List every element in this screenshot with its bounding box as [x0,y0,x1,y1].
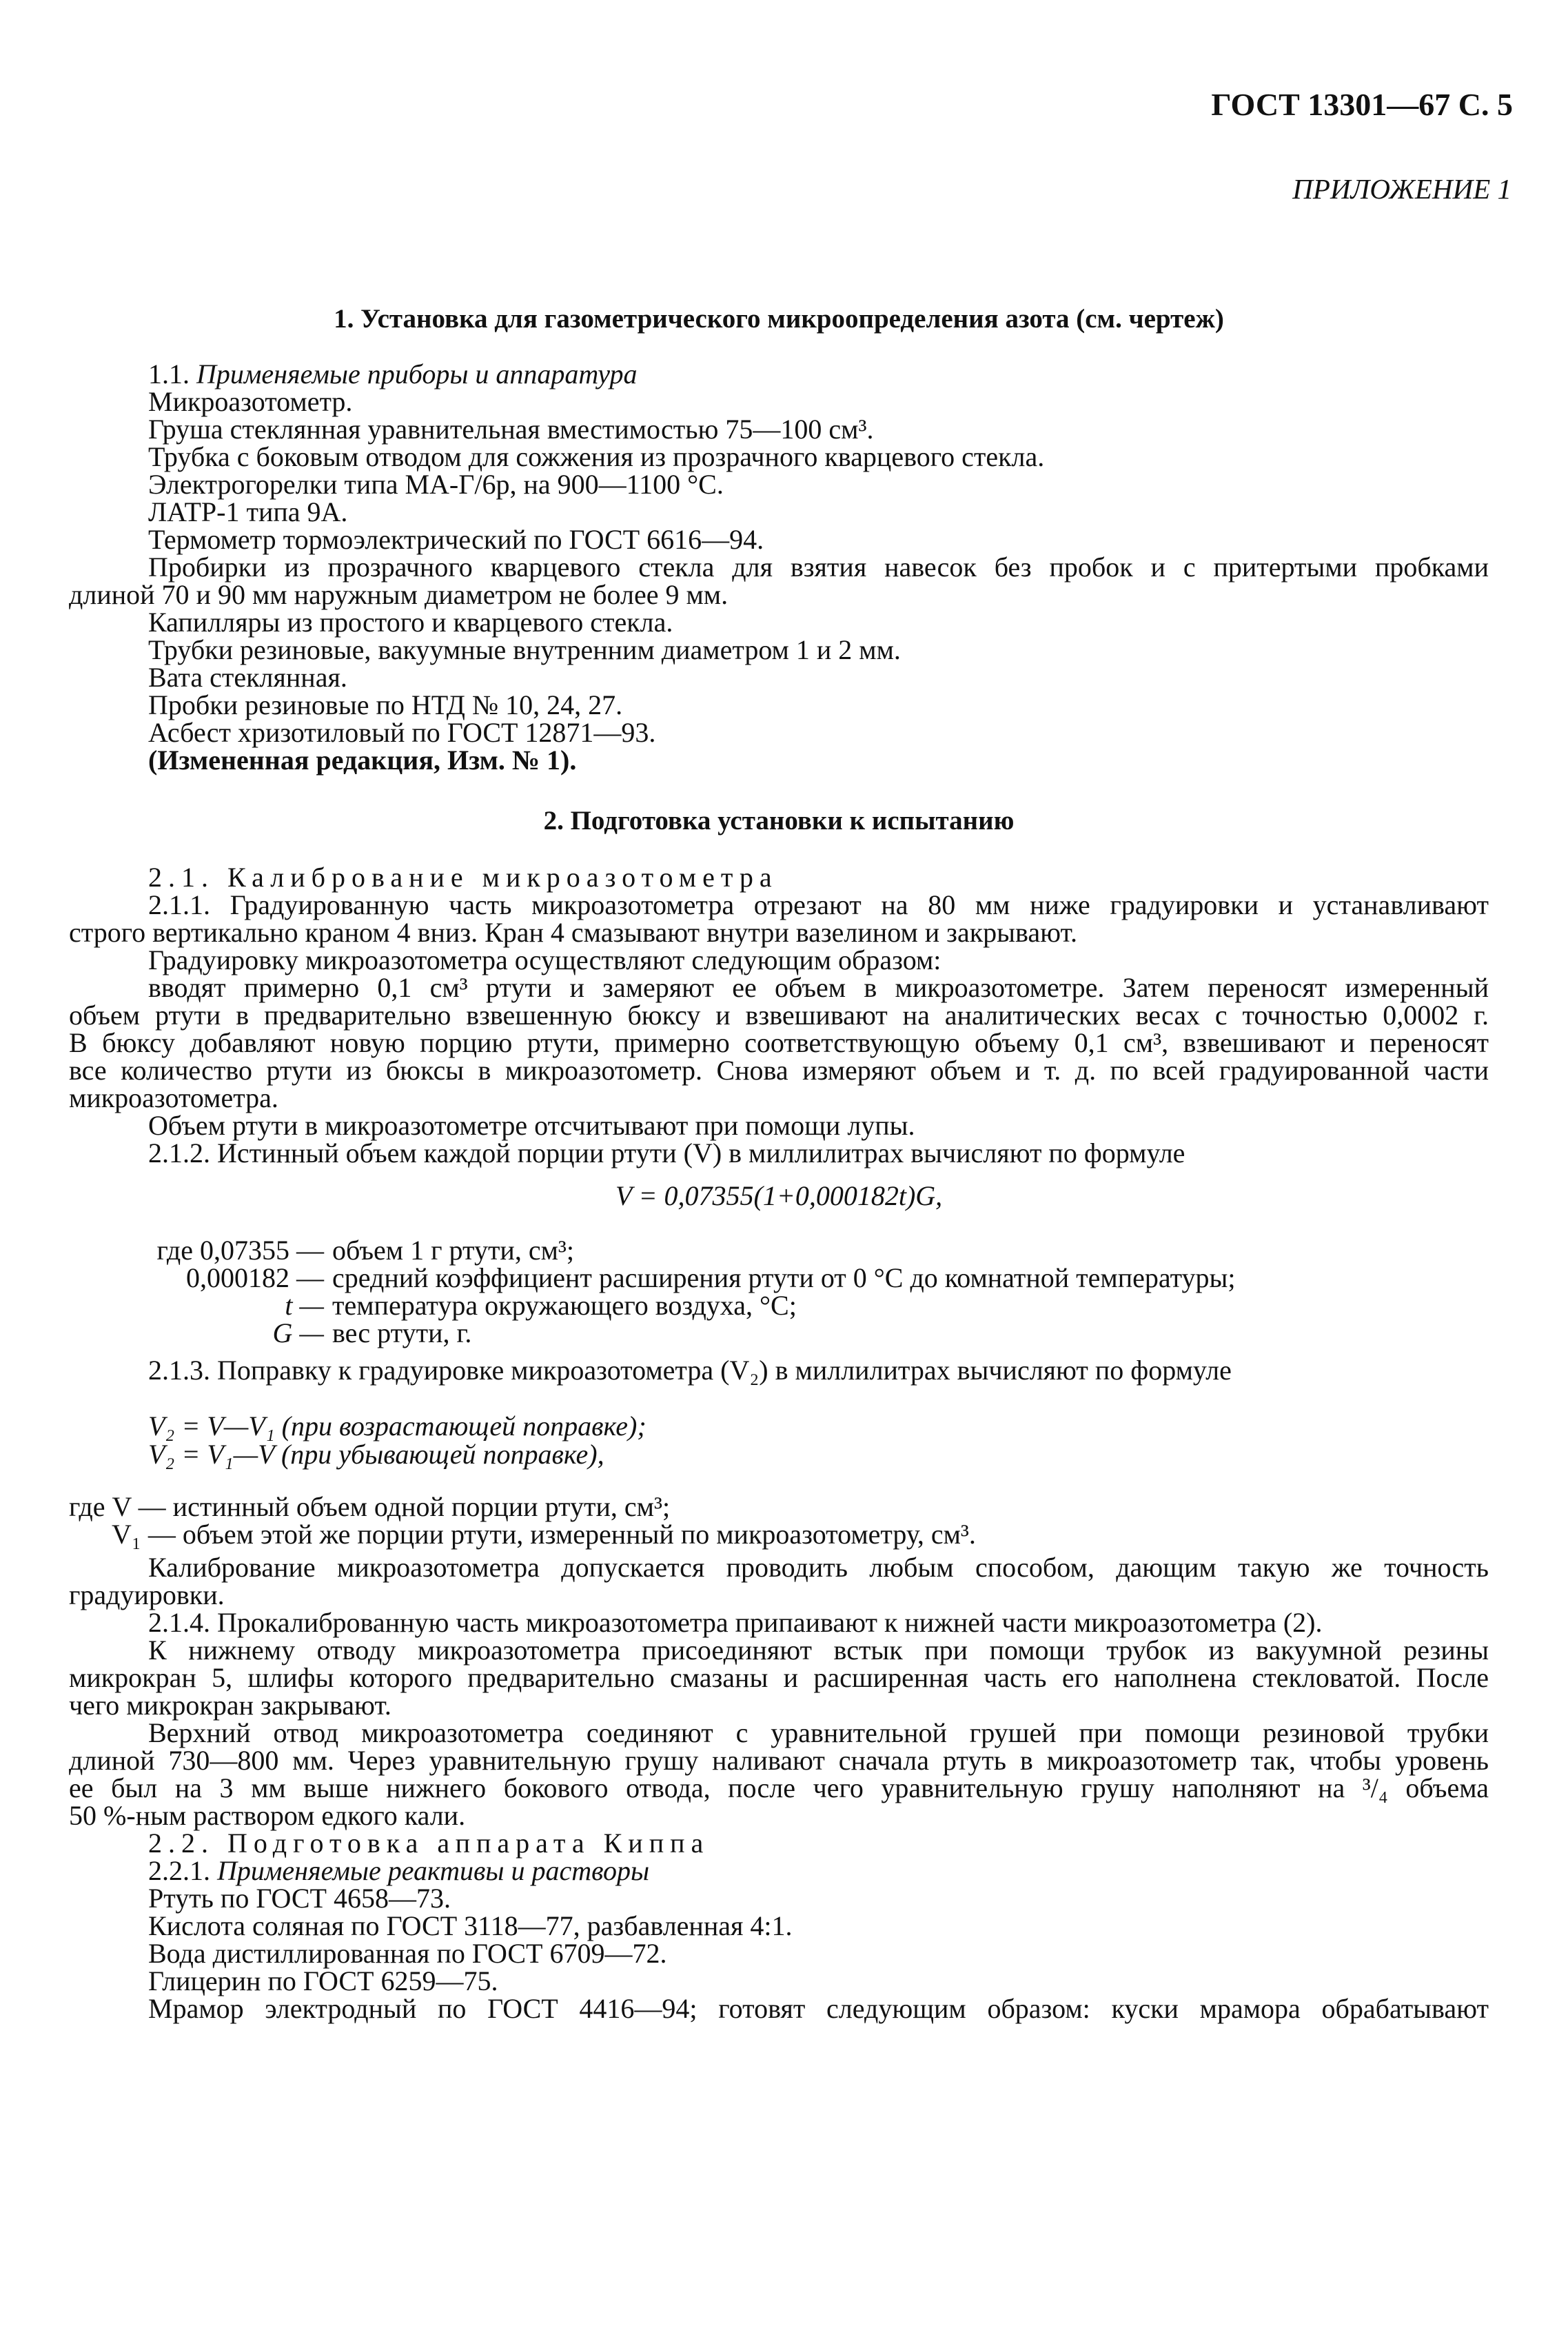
paragraph-line: длиной 730—800 мм. Через уравнительную грушу наливают сначала ртуть в микроазотометр так, чтобы уровень [69,1745,1489,1776]
list-item: ЛАТР-1 типа 9А. [148,496,348,527]
section2-heading: 2. Подготовка установки к испытанию [543,806,1015,836]
paragraph-line: все количество ртути из бюксы в микроазотометр. Снова измеряют объем и т. д. по всей градуированной части [69,1055,1489,1086]
list-item: Трубки резиновые, вакуумные внутренним диаметром 1 и 2 мм. [148,634,901,665]
list-item: Груша стеклянная уравнительная вместимостью 75—100 см³. [148,414,874,445]
reagent-item: Вода дистиллированная по ГОСТ 6709—72. [148,1938,667,1969]
reagent-item: Ртуть по ГОСТ 4658—73. [148,1883,451,1914]
page-header-title: ГОСТ 13301—67 С. 5 [1211,87,1513,122]
list-item: Вата стеклянная. [148,662,347,693]
subsection-2-1: 2.1. Калибрование микроазотометра [148,862,778,893]
definition-row: 0,000182 — средний коэффициент расширения ртути от 0 °С до комнатной температуры; [186,1262,1236,1293]
paragraph-line: микрокран 5, шлифы которого предварительно смазаны и расширенная часть его наполнена стекловатой. После [69,1662,1489,1693]
paragraph-line: Верхний отвод микроазотометра соединяют с уравнительной грушей при помощи резиновой трубки [148,1717,1489,1748]
paragraph-line: 2.1.3. Поправку к градуировке микроазотометра (V₂) в миллилитрах вычисляют по формуле [148,1355,1232,1386]
paragraph-line: 2.1.2. Истинный объем каждой порции ртути (V) в миллилитрах вычисляют по формуле [148,1137,1185,1168]
list-item: Асбест хризотиловый по ГОСТ 12871—93. [148,717,656,748]
formula-v: V = 0,07355(1+0,000182t)G, [615,1180,943,1211]
list-item: Пробирки из прозрачного кварцевого стекла для взятия навесок без пробок и с притертыми пробками [148,552,1489,583]
amendment-note: (Измененная редакция, Изм. № 1). [148,745,577,776]
paragraph-line: Градуировку микроазотометра осуществляют следующим образом: [148,944,941,975]
appendix-label: ПРИЛОЖЕНИЕ 1 [1292,173,1511,205]
subsection-2-2: 2.2. Подготовка аппарата Киппа [148,1828,710,1859]
paragraph-line: строго вертикально краном 4 вниз. Кран 4 смазывают внутри вазелином и закрывают. [69,917,1077,948]
paragraph-line: Калибрование микроазотометра допускается проводить любым способом, дающим такую же точность [148,1552,1489,1583]
definition-row: где V — истинный объем одной порции ртути, см³; [69,1491,671,1522]
paragraph-line: 2.1.4. Прокалиброванную часть микроазотометра припаивают к нижней части микроазотометра (2). [148,1607,1323,1638]
paragraph-line: 2.1.1. Градуированную часть микроазотометра отрезают на 80 мм ниже градуировки и устанавливают [148,889,1489,920]
document-body [69,0,1489,2023]
paragraph-line: ее был на 3 мм выше нижнего бокового отвода, после чего уравнительную грушу наполняют на ³/₄ объема [69,1772,1489,1803]
list-item: длиной 70 и 90 мм наружным диаметром не более 9 мм. [69,579,729,610]
paragraph-line: градуировки. [69,1579,225,1610]
paragraph-line: вводят примерно 0,1 см³ ртути и замеряют ее объем в микроазотометре. Затем переносят измеренный [148,972,1489,1003]
list-item: Пробки резиновые по НТД № 10, 24, 27. [148,689,623,720]
paragraph-line: К нижнему отводу микроазотометра присоединяют встык при помощи трубок из вакуумной резины [148,1635,1489,1666]
paragraph-line: В бюксу добавляют новую порцию ртути, примерно соответствующую объему 0,1 см³, взвешивают и переносят [69,1027,1489,1058]
formula-v2-decreasing: V₂ = V₁—V (при убывающей поправке), [148,1439,604,1470]
paragraph-line: объем ртути в предварительно взвешенную бюксу и взвешивают на аналитических весах с точностью 0,0002 г. [69,1000,1489,1031]
formula-v2-increasing: V₂ = V—V₁ (при возрастающей поправке); [148,1410,646,1441]
paragraph-line: чего микрокран закрывают. [69,1690,391,1721]
list-item: Капилляры из простого и кварцевого стекла. [148,607,673,638]
definition-row: t — температура окружающего воздуха, °С; [285,1290,797,1321]
definition-row: где 0,07355 — объем 1 г ртути, см³; [156,1235,574,1266]
subsection-1-1: 1.1. Применяемые приборы и аппаратура [148,358,638,390]
reagent-item: Глицерин по ГОСТ 6259—75. [148,1965,498,1996]
paragraph-line: микроазотометра. [69,1082,278,1113]
subsection-2-2-1: 2.2.1. Применяемые реактивы и растворы [148,1855,650,1886]
paragraph-line: 50 %-ным раствором едкого кали. [69,1800,466,1831]
definition-row: G — вес ртути, г. [272,1317,472,1348]
reagent-item: Кислота соляная по ГОСТ 3118—77, разбавленная 4:1. [148,1910,793,1941]
list-item: Электрогорелки типа МА-Г/6р, на 900—1100 °С. [148,469,724,500]
list-item: Трубка с боковым отводом для сожжения из прозрачного кварцевого стекла. [148,441,1045,472]
list-item: Микроазотометр. [148,386,353,417]
list-item: Термометр тормоэлектрический по ГОСТ 6616—94. [148,524,764,555]
reagent-item: Мрамор электродный по ГОСТ 4416—94; готовят следующим образом: куски мрамора обрабатывают [148,1993,1489,2024]
paragraph-line: Объем ртути в микроазотометре отсчитывают при помощи лупы. [148,1110,915,1141]
section1-heading: 1. Установка для газометрического микроопределения азота (см. чертеж) [334,304,1224,334]
definition-row: V₁ — объем этой же порции ртути, измеренный по микроазотометру, см³. [112,1519,976,1550]
